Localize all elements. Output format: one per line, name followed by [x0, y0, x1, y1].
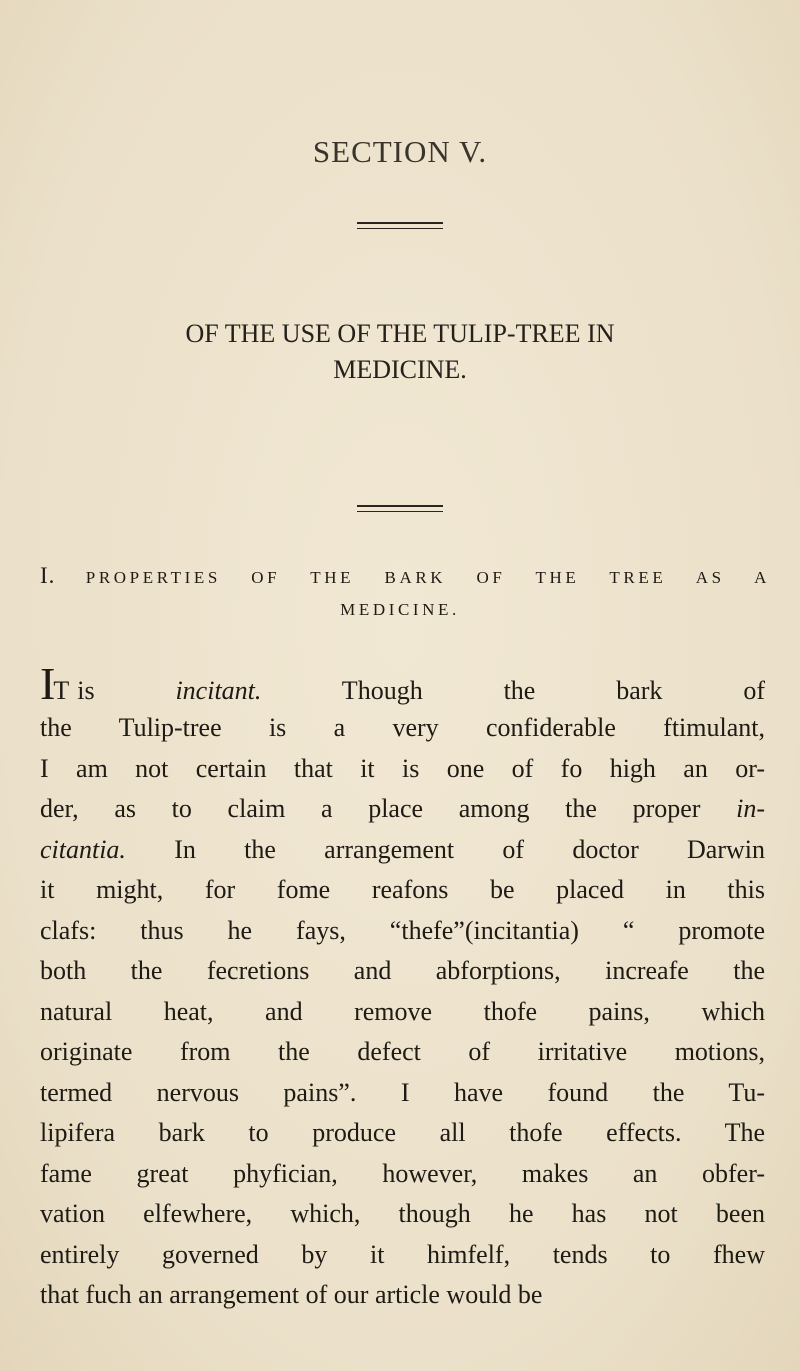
subheading-number: I.	[40, 563, 56, 588]
text-line: natural heat, and remove thofe pains, which	[40, 996, 765, 1026]
italic-term: citantia.	[40, 834, 126, 864]
subheading-line-2: MEDICINE.	[340, 600, 460, 619]
subheading	[40, 556, 770, 598]
section-heading: SECTION V.	[312, 134, 488, 169]
text-line: der, as to claim a place among the proper in-	[40, 794, 765, 823]
ornamental-rule	[357, 505, 443, 512]
text-line: clafs: thus he fays, “thefe”(incitantia) “ promote	[40, 915, 765, 945]
chapter-title-line-1: OF THE USE OF THE TULIP-TREE IN	[185, 319, 615, 348]
text-line: entirely governed by it himfelf, tends to fhew	[40, 1239, 765, 1269]
text-line: IT is incitant. Though the bark of	[40, 658, 765, 709]
text-line: I am not certain that it is one of fo high an or-	[40, 753, 765, 783]
body-paragraph	[40, 660, 765, 1316]
subheading-line-1: PROPERTIES OF THE BARK OF THE TREE AS A	[85, 568, 770, 587]
text-line: fame great phyfician, however, makes an obfer-	[40, 1158, 765, 1188]
italic-term: in-	[736, 794, 765, 823]
text-line: citantia. In the arrangement of doctor Darwin	[40, 834, 765, 864]
ornamental-rule	[357, 222, 443, 229]
drop-cap: I	[40, 658, 54, 709]
text-line: that fuch an arrangement of our article would be	[40, 1280, 543, 1309]
chapter-title-line-2: MEDICINE.	[333, 355, 467, 384]
italic-term: incitant.	[175, 676, 262, 705]
text-line: it might, for fome reafons be placed in this	[40, 875, 765, 904]
text-line: termed nervous pains”. I have found the Tu-	[40, 1077, 765, 1107]
drop-cap-rest: T	[53, 676, 70, 705]
text-line: vation elfewhere, which, though he has not been	[40, 1199, 765, 1228]
text-line: the Tulip-tree is a very confiderable ftimulant,	[40, 713, 765, 742]
text-line: lipifera bark to produce all thofe effects. The	[40, 1118, 765, 1147]
text-line: both the fecretions and abforptions, increafe the	[40, 956, 765, 985]
chapter-title	[0, 316, 800, 388]
text-line: originate from the defect of irritative motions,	[40, 1037, 765, 1066]
